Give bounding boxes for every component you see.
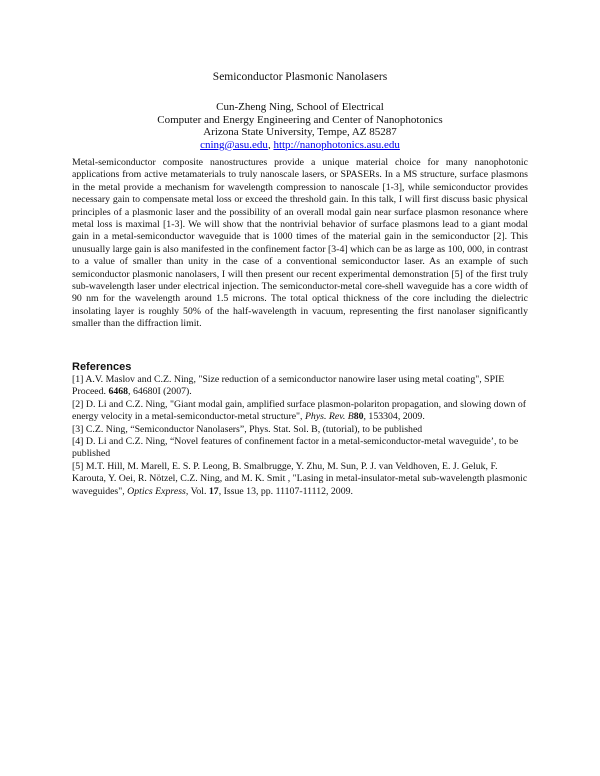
reference-1: [1] A.V. Maslov and C.Z. Ning, "Size reduction of a semiconductor nanowire laser using metal coating", SPIE Proceed. 6468, 64680I (2007).: [72, 374, 505, 398]
author-university-line: Arizona State University, Tempe, AZ 85287: [203, 126, 397, 139]
website-link[interactable]: http://nanophotonics.asu.edu: [273, 138, 400, 151]
reference-4: [4] D. Li and C.Z. Ning, “Novel features of confinement factor in a metal-semiconductor-metal waveguide’, to be published: [72, 436, 519, 460]
email-link[interactable]: cning@asu.edu: [200, 138, 268, 151]
author-block: [0, 101, 600, 151]
abstract-paragraph: Metal-semiconductor composite nanostructures provide a unique material choice for many nanophotonic applications from active metamaterials to truly nanoscale lasers, or SPASERs. In a MS structure, surface plasmons in the metal provide a mechanism for wavelength compression to nanoscale [1-3], while semiconductor provides necessary gain to compensate metal loss or exceed the threshold gain. In this talk, I will first discuss basic physical principles of a plasmonic laser and the possibility of an overall modal gain near surface plasmon resonance where metal loss is maximal [1-3]. We will show that the nontrivial behavior of surface plasmons lead to a giant modal gain in a metal-semiconductor waveguide that is 1000 times of the material gain in the semiconductor [2]. This unusually large gain is also manifested in the confinement factor [3-4] which can be as large as 100, 000, in contrast to a value of smaller than unity in the case of a conventional semiconductor laser. As an example of such semiconductor plasmonic nanolasers, I will then present our recent experimental demonstration [5] of the first truly sub-wavelength laser under electrical injection. The semiconductor-metal core-shell waveguide has a core width of 90 nm for the wavelength around 1.5 microns. The total optical thickness of the core including the dielectric insolating layer is roughly 50% of the half-wavelength in vacuum, representing the first nanolaser significantly smaller than the diffraction limit.: [72, 157, 528, 330]
references-list: [72, 374, 532, 498]
author-name-line: Cun-Zheng Ning, School of Electrical: [216, 101, 384, 113]
references-heading: References: [72, 361, 132, 373]
contact-separator: ,: [267, 138, 274, 151]
reference-5: [5] M.T. Hill, M. Marell, E. S. P. Leong, B. Smalbrugge, Y. Zhu, M. Sun, P. J. van Veldhoven, E. J. Geluk, F. Karouta, Y. Oei, R. Nötzel, C.Z. Ning, and M. K. Smit , "Lasing in metal-insulator-metal sub-wavelength plasmonic waveguides", Optics Express, Vol. 17, Issue 13, pp. 11107-11112, 2009.: [72, 460, 528, 497]
reference-3: [3] C.Z. Ning, “Semiconductor Nanolasers”, Phys. Stat. Sol. B, (tutorial), to be published: [72, 423, 423, 435]
author-department-line: Computer and Energy Engineering and Center of Nanophotonics: [157, 113, 443, 126]
author-contact-line: [0, 139, 600, 152]
reference-2: [2] D. Li and C.Z. Ning, "Giant modal gain, amplified surface plasmon-polariton propagation, and slowing down of energy velocity in a metal-semiconductor-metal structure", Phys. Rev. B80, 153304, 2009.: [72, 398, 527, 423]
paper-title: Semiconductor Plasmonic Nanolasers: [212, 71, 388, 83]
